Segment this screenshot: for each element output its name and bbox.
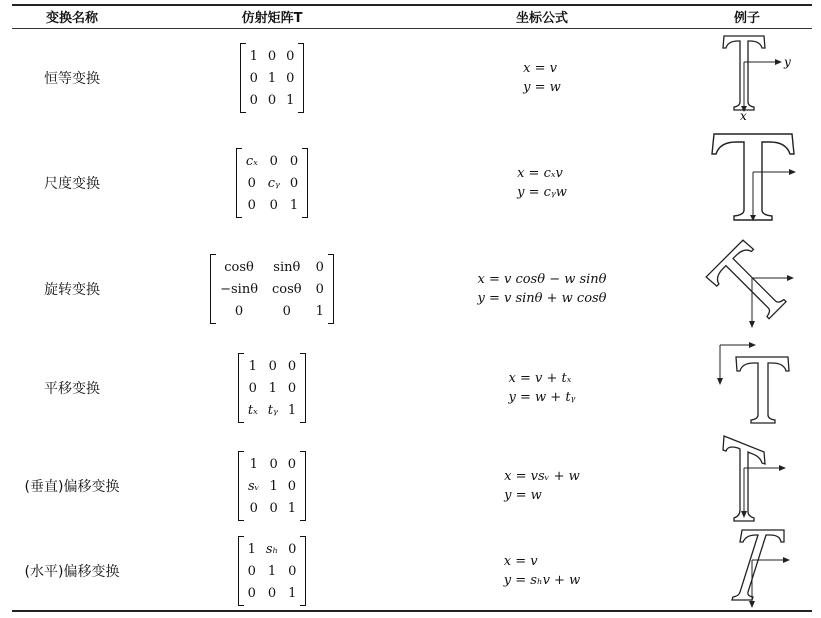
- matrix-cell: cₓ: [245, 153, 258, 169]
- matrix-cell: 0: [315, 259, 324, 275]
- axis-x-label: x: [740, 109, 747, 122]
- matrix-cell: 0: [247, 175, 256, 191]
- matrix-cell: −sinθ: [220, 281, 259, 297]
- matrix-cell: 1: [286, 92, 295, 108]
- letter-T-translated-icon: [702, 335, 812, 431]
- formula-vertical-shear: [432, 443, 652, 529]
- letter-T-horizontal-shear-icon: [702, 526, 812, 610]
- matrix-cell: 0: [289, 153, 299, 169]
- matrix-cell: 1: [247, 541, 256, 557]
- matrix-cell: 1: [249, 456, 258, 472]
- matrix-translation: [172, 345, 372, 431]
- matrix-cell: 0: [269, 456, 278, 472]
- letter-T-rotated-icon: [702, 238, 812, 334]
- matrix-vertical-shear: [172, 443, 372, 529]
- matrix-cell: 0: [248, 380, 257, 396]
- formula-line: x = v: [503, 554, 538, 569]
- matrix-cell: 0: [267, 92, 277, 108]
- row-name-scale: 尺度变换: [44, 176, 100, 192]
- table-bottom-rule: [12, 610, 812, 612]
- table-top-rule: [12, 4, 812, 6]
- formula-horizontal-shear: [432, 531, 652, 611]
- formula-line: y = cᵧw: [517, 185, 567, 200]
- header-bottom-rule: [12, 28, 812, 29]
- matrix-cell: 0: [247, 563, 256, 579]
- formula-line: y = w: [504, 488, 542, 503]
- formula-identity: [432, 35, 652, 121]
- matrix-cell: cosθ: [272, 281, 302, 297]
- matrix-rotation: [172, 245, 372, 333]
- formula-line: x = cₓv: [517, 166, 563, 181]
- formula-line: y = w: [523, 80, 561, 95]
- matrix-cell: tₓ: [247, 402, 258, 418]
- matrix-horizontal-shear: [172, 531, 372, 611]
- matrix-cell: 1: [249, 48, 258, 64]
- matrix-cell: 0: [249, 92, 258, 108]
- letter-T-vertical-shear-icon: [702, 432, 812, 522]
- formula-scale: [432, 138, 652, 228]
- formula-line: y = v sinθ + w cosθ: [477, 291, 607, 306]
- matrix-cell: 0: [249, 70, 258, 86]
- matrix-cell: cosθ: [224, 259, 254, 275]
- letter-T-identity-icon: [702, 32, 812, 122]
- axis-y-label: y: [784, 55, 791, 69]
- matrix-cell: 1: [287, 402, 297, 418]
- matrix-identity: [172, 35, 372, 121]
- matrix-cell: 1: [289, 197, 299, 213]
- matrix-cell: 0: [287, 358, 297, 374]
- formula-line: x = v cosθ − w sinθ: [477, 272, 607, 287]
- matrix-cell: 1: [269, 478, 278, 494]
- header-coordinate-formula: 坐标公式: [515, 11, 568, 26]
- formula-translation: [432, 345, 652, 431]
- matrix-cell: sₕ: [265, 541, 279, 557]
- matrix-cell: 0: [267, 585, 277, 601]
- formula-rotation: [432, 245, 652, 333]
- matrix-cell: 0: [234, 303, 244, 319]
- formula-line: x = v: [523, 61, 558, 76]
- matrix-cell: 0: [269, 197, 278, 213]
- matrix-cell: 0: [286, 48, 295, 64]
- matrix-cell: 0: [289, 175, 299, 191]
- row-name-horizontal-shear: (水平)偏移变换: [24, 564, 120, 580]
- matrix-cell: 0: [315, 281, 324, 297]
- formula-line: y = sₕv + w: [503, 573, 581, 588]
- header-affine-matrix: 仿射矩阵T: [241, 11, 303, 26]
- matrix-cell: 1: [267, 70, 277, 86]
- matrix-cell: 0: [287, 478, 297, 494]
- matrix-cell: 0: [269, 500, 278, 516]
- matrix-cell: cᵧ: [267, 175, 280, 191]
- header-transform-name: 变换名称: [45, 11, 98, 26]
- matrix-cell: 1: [288, 585, 297, 601]
- formula-line: y = w + tᵧ: [508, 390, 576, 405]
- header-example: 例子: [733, 11, 760, 26]
- matrix-cell: 1: [248, 358, 257, 374]
- matrix-cell: 1: [287, 500, 297, 516]
- letter-T-scaled-icon: [702, 128, 812, 224]
- formula-line: x = v + tₓ: [508, 371, 572, 386]
- matrix-cell: 1: [267, 563, 277, 579]
- matrix-cell: tᵧ: [267, 402, 278, 418]
- matrix-cell: 0: [286, 70, 295, 86]
- row-name-translation: 平移变换: [44, 381, 100, 397]
- matrix-cell: 0: [287, 456, 297, 472]
- matrix-cell: sinθ: [273, 259, 301, 275]
- matrix-cell: 0: [247, 197, 256, 213]
- matrix-cell: 0: [269, 153, 278, 169]
- matrix-cell: 0: [288, 563, 297, 579]
- matrix-cell: 0: [249, 500, 258, 516]
- matrix-cell: 1: [268, 380, 277, 396]
- row-name-rotation: 旋转变换: [44, 282, 100, 298]
- formula-line: x = vsᵥ + w: [504, 469, 580, 484]
- matrix-cell: sᵥ: [247, 478, 260, 494]
- matrix-cell: 0: [288, 541, 297, 557]
- matrix-cell: 0: [267, 48, 277, 64]
- matrix-cell: 0: [282, 303, 291, 319]
- matrix-cell: 0: [247, 585, 256, 601]
- matrix-cell: 0: [287, 380, 297, 396]
- matrix-cell: 1: [315, 303, 324, 319]
- affine-transform-table: [12, 0, 812, 614]
- matrix-cell: 0: [268, 358, 277, 374]
- matrix-scale: [172, 138, 372, 228]
- row-name-identity: 恒等变换: [44, 71, 100, 87]
- row-name-vertical-shear: (垂直)偏移变换: [24, 479, 120, 495]
